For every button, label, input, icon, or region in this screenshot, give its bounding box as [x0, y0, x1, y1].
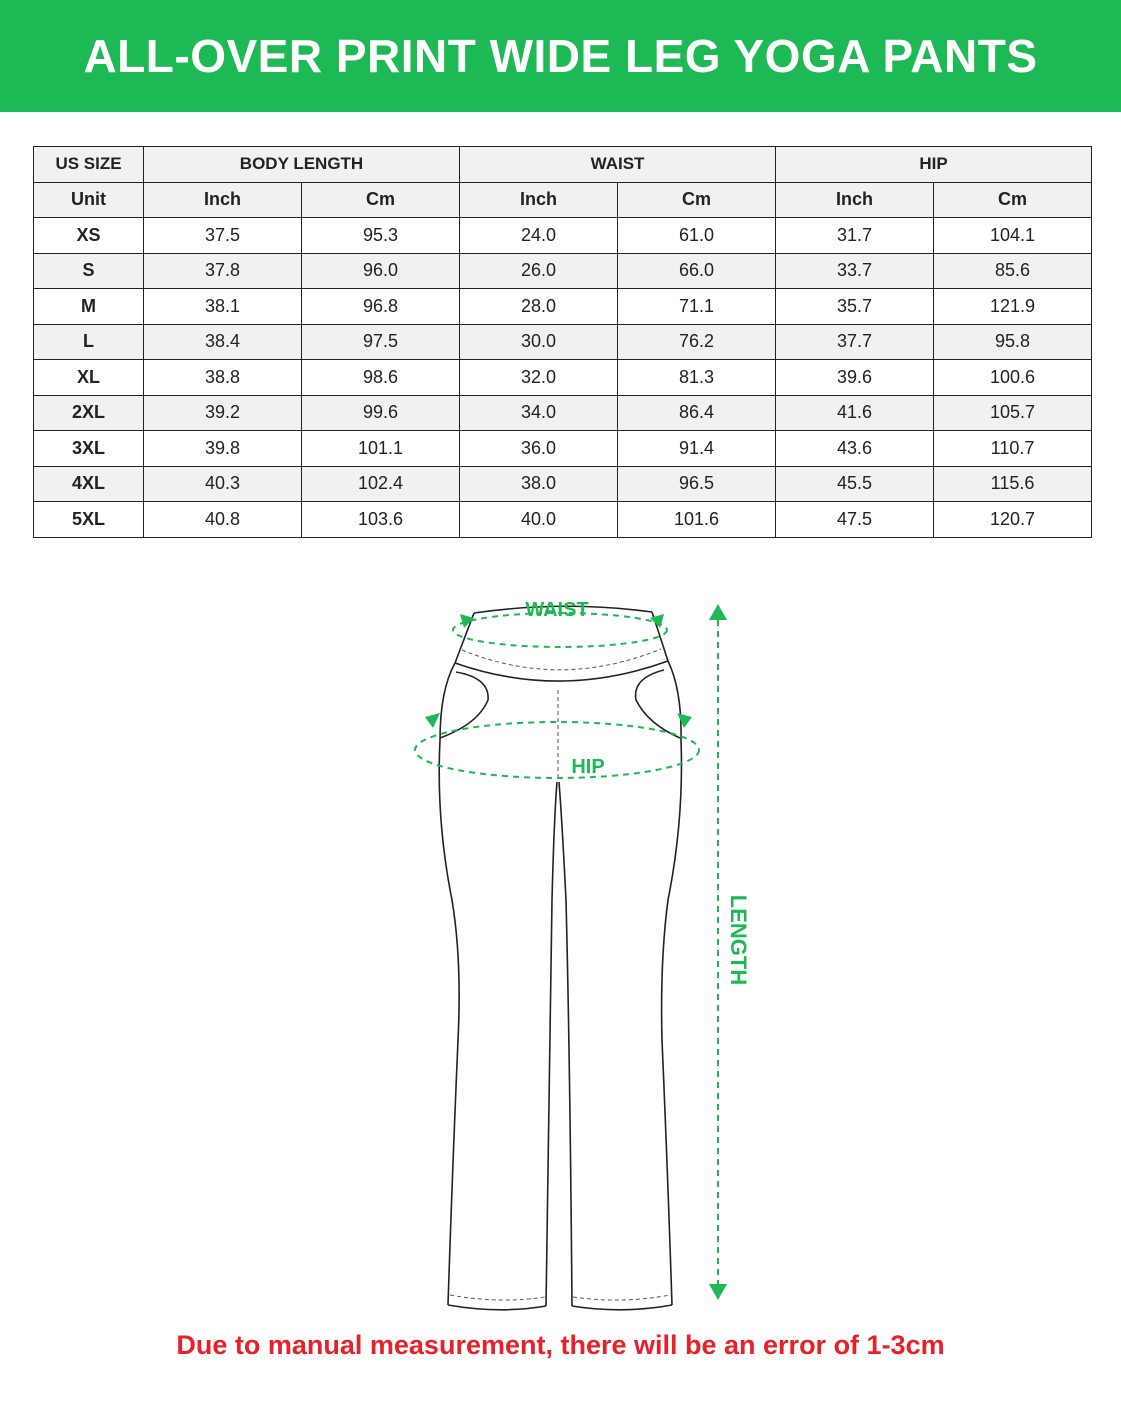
table-cell: 115.6: [934, 466, 1092, 502]
table-row: [34, 289, 1092, 325]
unit-header-row: [34, 182, 1092, 218]
table-cell: 39.2: [144, 395, 302, 431]
table-cell: 98.6: [302, 360, 460, 396]
size-label: XL: [34, 360, 144, 396]
table-row: [34, 218, 1092, 254]
table-row: [34, 253, 1092, 289]
size-chart-table: [33, 146, 1092, 538]
table-cell: 105.7: [934, 395, 1092, 431]
left-inner-seam: [546, 782, 557, 1306]
size-label: 4XL: [34, 466, 144, 502]
table-cell: 38.1: [144, 289, 302, 325]
hip-arrow-right: [677, 713, 692, 728]
table-cell: 47.5: [776, 502, 934, 538]
size-label: 2XL: [34, 395, 144, 431]
unit-waist-cm: Cm: [618, 182, 776, 218]
table-cell: 38.4: [144, 324, 302, 360]
unit-length-cm: Cm: [302, 182, 460, 218]
table-row: [34, 395, 1092, 431]
table-row: [34, 360, 1092, 396]
size-label: XS: [34, 218, 144, 254]
right-inner-seam: [559, 782, 572, 1306]
table-cell: 37.8: [144, 253, 302, 289]
table-row: [34, 466, 1092, 502]
table-cell: 45.5: [776, 466, 934, 502]
right-hem-stitch: [573, 1295, 670, 1300]
left-hem-stitch: [450, 1295, 545, 1300]
table-cell: 32.0: [460, 360, 618, 396]
table-cell: 40.8: [144, 502, 302, 538]
table-cell: 41.6: [776, 395, 934, 431]
waist-label: WAIST: [525, 599, 589, 621]
table-cell: 102.4: [302, 466, 460, 502]
waistband-stitch: [462, 649, 661, 670]
measurement-arrows: [425, 604, 727, 1300]
table-cell: 95.8: [934, 324, 1092, 360]
table-cell: 36.0: [460, 431, 618, 467]
table-cell: 24.0: [460, 218, 618, 254]
table-cell: 39.6: [776, 360, 934, 396]
table-cell: 96.8: [302, 289, 460, 325]
unit-label: Unit: [34, 182, 144, 218]
left-hem: [448, 1305, 546, 1310]
table-cell: 86.4: [618, 395, 776, 431]
table-cell: 38.8: [144, 360, 302, 396]
pants-outline: [439, 606, 681, 1310]
table-cell: 28.0: [460, 289, 618, 325]
pants-measurement-diagram: [0, 570, 1121, 1320]
title-banner: [0, 0, 1121, 112]
table-cell: 104.1: [934, 218, 1092, 254]
length-label: LENGTH: [726, 894, 751, 986]
hip-label: HIP: [571, 756, 605, 778]
table-cell: 101.1: [302, 431, 460, 467]
table-cell: 121.9: [934, 289, 1092, 325]
header-hip: HIP: [776, 147, 1092, 183]
table-cell: 91.4: [618, 431, 776, 467]
size-label: M: [34, 289, 144, 325]
table-cell: 100.6: [934, 360, 1092, 396]
stitch-lines: [450, 649, 670, 1300]
size-label: S: [34, 253, 144, 289]
header-body-length: BODY LENGTH: [144, 147, 460, 183]
table-cell: 37.5: [144, 218, 302, 254]
hip-guide: [415, 722, 699, 778]
length-arrow-bottom: [709, 1284, 727, 1300]
table-cell: 95.3: [302, 218, 460, 254]
table-cell: 71.1: [618, 289, 776, 325]
table-cell: 85.6: [934, 253, 1092, 289]
size-label: 3XL: [34, 431, 144, 467]
table-cell: 99.6: [302, 395, 460, 431]
table-cell: 66.0: [618, 253, 776, 289]
unit-hip-inch: Inch: [776, 182, 934, 218]
table-cell: 40.3: [144, 466, 302, 502]
table-cell: 110.7: [934, 431, 1092, 467]
header-us-size: US SIZE: [34, 147, 144, 183]
table-row: [34, 431, 1092, 467]
size-label: 5XL: [34, 502, 144, 538]
table-cell: 34.0: [460, 395, 618, 431]
table-cell: 76.2: [618, 324, 776, 360]
table-cell: 35.7: [776, 289, 934, 325]
table-cell: 81.3: [618, 360, 776, 396]
size-label: L: [34, 324, 144, 360]
unit-length-inch: Inch: [144, 182, 302, 218]
table-cell: 39.8: [144, 431, 302, 467]
table-cell: 103.6: [302, 502, 460, 538]
table-cell: 31.7: [776, 218, 934, 254]
table-cell: 120.7: [934, 502, 1092, 538]
right-hem: [572, 1305, 672, 1310]
table-cell: 30.0: [460, 324, 618, 360]
header-waist: WAIST: [460, 147, 776, 183]
right-outer-seam: [662, 661, 682, 1305]
group-header-row: [34, 147, 1092, 183]
waistband-bottom: [455, 661, 668, 681]
table-cell: 40.0: [460, 502, 618, 538]
page-title: ALL-OVER PRINT WIDE LEG YOGA PANTS: [83, 30, 1038, 82]
table-cell: 43.6: [776, 431, 934, 467]
table-row: [34, 502, 1092, 538]
table-cell: 96.5: [618, 466, 776, 502]
table-row: [34, 324, 1092, 360]
unit-hip-cm: Cm: [934, 182, 1092, 218]
table-cell: 37.7: [776, 324, 934, 360]
hip-arrow-left: [425, 713, 440, 728]
unit-waist-inch: Inch: [460, 182, 618, 218]
length-arrow-top: [709, 604, 727, 620]
table-cell: 38.0: [460, 466, 618, 502]
table-cell: 61.0: [618, 218, 776, 254]
left-outer-seam: [439, 663, 459, 1305]
measurement-disclaimer: Due to manual measurement, there will be an error of 1-3cm: [176, 1330, 945, 1360]
table-cell: 26.0: [460, 253, 618, 289]
table-cell: 96.0: [302, 253, 460, 289]
table-cell: 101.6: [618, 502, 776, 538]
table-cell: 97.5: [302, 324, 460, 360]
table-cell: 33.7: [776, 253, 934, 289]
